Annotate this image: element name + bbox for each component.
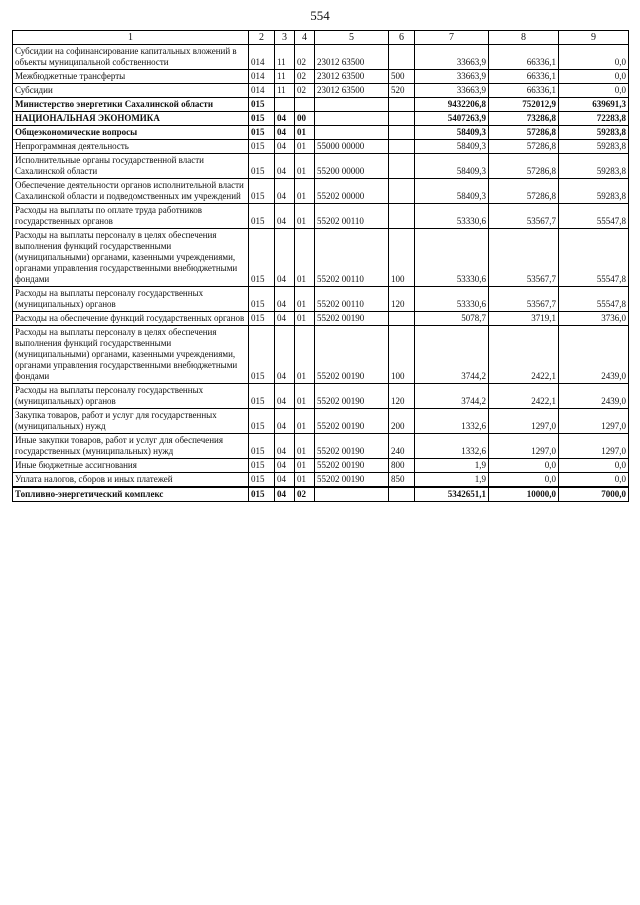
row-code-target: 23012 63500 bbox=[315, 45, 389, 70]
row-name: Общеэкономические вопросы bbox=[13, 126, 249, 140]
row-code-section: 04 bbox=[275, 112, 295, 126]
row-code-expense-type bbox=[389, 487, 415, 502]
row-code-target: 55202 00000 bbox=[315, 179, 389, 204]
row-amount-col8: 3719,1 bbox=[489, 312, 559, 326]
row-amount-col8: 53567,7 bbox=[489, 287, 559, 312]
column-header: 4 bbox=[295, 31, 315, 45]
row-code-target: 55202 00190 bbox=[315, 326, 389, 384]
row-code-expense-type: 800 bbox=[389, 459, 415, 473]
row-code-expense-type bbox=[389, 45, 415, 70]
table-row bbox=[13, 70, 629, 84]
table-row bbox=[13, 45, 629, 70]
row-code-subsection: 01 bbox=[295, 204, 315, 229]
row-amount-col9: 0,0 bbox=[559, 459, 629, 473]
row-name: НАЦИОНАЛЬНАЯ ЭКОНОМИКА bbox=[13, 112, 249, 126]
row-code-ministry: 015 bbox=[249, 112, 275, 126]
table-row bbox=[13, 459, 629, 473]
row-amount-col8: 2422,1 bbox=[489, 326, 559, 384]
row-code-section: 04 bbox=[275, 229, 295, 287]
row-amount-col7: 1332,6 bbox=[415, 409, 489, 434]
row-code-section: 04 bbox=[275, 287, 295, 312]
row-code-target: 23012 63500 bbox=[315, 70, 389, 84]
row-code-ministry: 015 bbox=[249, 140, 275, 154]
row-code-ministry: 015 bbox=[249, 473, 275, 488]
row-code-section: 04 bbox=[275, 326, 295, 384]
row-code-section: 04 bbox=[275, 409, 295, 434]
row-code-subsection: 01 bbox=[295, 154, 315, 179]
column-header: 6 bbox=[389, 31, 415, 45]
row-code-subsection: 01 bbox=[295, 409, 315, 434]
row-code-expense-type: 500 bbox=[389, 70, 415, 84]
row-code-subsection: 02 bbox=[295, 487, 315, 502]
row-code-ministry: 015 bbox=[249, 326, 275, 384]
row-amount-col7: 5342651,1 bbox=[415, 487, 489, 502]
row-amount-col7: 3744,2 bbox=[415, 326, 489, 384]
table-row bbox=[13, 384, 629, 409]
row-code-expense-type: 100 bbox=[389, 229, 415, 287]
row-code-expense-type bbox=[389, 179, 415, 204]
row-code-section: 11 bbox=[275, 45, 295, 70]
row-code-target: 55202 00190 bbox=[315, 473, 389, 488]
row-code-subsection bbox=[295, 98, 315, 112]
row-code-target: 23012 63500 bbox=[315, 84, 389, 98]
row-amount-col7: 53330,6 bbox=[415, 229, 489, 287]
column-header: 1 bbox=[13, 31, 249, 45]
row-code-section bbox=[275, 98, 295, 112]
table-row bbox=[13, 98, 629, 112]
row-amount-col8: 2422,1 bbox=[489, 384, 559, 409]
row-amount-col9: 0,0 bbox=[559, 84, 629, 98]
row-code-ministry: 015 bbox=[249, 434, 275, 459]
row-name: Обеспечение деятельности органов исполнительной власти Сахалинской области и подведомственных им учреждений bbox=[13, 179, 249, 204]
row-code-expense-type: 200 bbox=[389, 409, 415, 434]
row-name: Расходы на выплаты персоналу в целях обеспечения выполнения функций государственными (муниципальными) органами, казенными учреждениями, органами управления государственными внебюджетными фондами bbox=[13, 326, 249, 384]
table-row bbox=[13, 204, 629, 229]
row-code-subsection: 01 bbox=[295, 384, 315, 409]
row-amount-col8: 53567,7 bbox=[489, 229, 559, 287]
row-code-ministry: 014 bbox=[249, 70, 275, 84]
row-code-ministry: 015 bbox=[249, 204, 275, 229]
table-row bbox=[13, 154, 629, 179]
row-amount-col8: 53567,7 bbox=[489, 204, 559, 229]
row-amount-col9: 0,0 bbox=[559, 70, 629, 84]
row-amount-col7: 58409,3 bbox=[415, 126, 489, 140]
row-amount-col8: 0,0 bbox=[489, 459, 559, 473]
row-code-subsection: 01 bbox=[295, 229, 315, 287]
budget-table bbox=[12, 30, 629, 502]
table-row bbox=[13, 84, 629, 98]
row-name: Топливно-энергетический комплекс bbox=[13, 487, 249, 502]
row-code-target: 55202 00190 bbox=[315, 384, 389, 409]
row-amount-col8: 66336,1 bbox=[489, 84, 559, 98]
row-amount-col9: 7000,0 bbox=[559, 487, 629, 502]
row-code-expense-type bbox=[389, 140, 415, 154]
row-code-section: 04 bbox=[275, 384, 295, 409]
column-header: 5 bbox=[315, 31, 389, 45]
row-amount-col9: 59283,8 bbox=[559, 179, 629, 204]
row-name: Расходы на выплаты персоналу государственных (муниципальных) органов bbox=[13, 287, 249, 312]
column-header: 7 bbox=[415, 31, 489, 45]
row-name: Министерство энергетики Сахалинской области bbox=[13, 98, 249, 112]
row-amount-col9: 639691,3 bbox=[559, 98, 629, 112]
table-row bbox=[13, 326, 629, 384]
row-amount-col9: 55547,8 bbox=[559, 204, 629, 229]
row-amount-col9: 59283,8 bbox=[559, 154, 629, 179]
row-code-subsection: 01 bbox=[295, 473, 315, 488]
row-code-subsection: 01 bbox=[295, 326, 315, 384]
row-code-section: 04 bbox=[275, 459, 295, 473]
row-amount-col8: 57286,8 bbox=[489, 140, 559, 154]
row-amount-col7: 58409,3 bbox=[415, 179, 489, 204]
row-code-target bbox=[315, 126, 389, 140]
row-amount-col7: 3744,2 bbox=[415, 384, 489, 409]
row-amount-col7: 58409,3 bbox=[415, 140, 489, 154]
row-code-ministry: 015 bbox=[249, 229, 275, 287]
row-amount-col7: 33663,9 bbox=[415, 70, 489, 84]
row-code-expense-type: 120 bbox=[389, 384, 415, 409]
row-code-target: 55200 00000 bbox=[315, 154, 389, 179]
row-code-section: 04 bbox=[275, 487, 295, 502]
table-row bbox=[13, 229, 629, 287]
row-name: Расходы на выплаты персоналу государственных (муниципальных) органов bbox=[13, 384, 249, 409]
row-code-expense-type bbox=[389, 312, 415, 326]
row-amount-col9: 0,0 bbox=[559, 473, 629, 488]
column-header: 3 bbox=[275, 31, 295, 45]
row-name: Уплата налогов, сборов и иных платежей bbox=[13, 473, 249, 488]
row-code-ministry: 015 bbox=[249, 287, 275, 312]
table-row bbox=[13, 312, 629, 326]
row-amount-col7: 9432206,8 bbox=[415, 98, 489, 112]
row-amount-col8: 10000,0 bbox=[489, 487, 559, 502]
row-name: Непрограммная деятельность bbox=[13, 140, 249, 154]
row-amount-col9: 3736,0 bbox=[559, 312, 629, 326]
column-header: 9 bbox=[559, 31, 629, 45]
row-code-expense-type: 520 bbox=[389, 84, 415, 98]
row-code-expense-type bbox=[389, 112, 415, 126]
row-code-ministry: 015 bbox=[249, 126, 275, 140]
row-amount-col9: 55547,8 bbox=[559, 229, 629, 287]
row-name: Расходы на выплаты персоналу в целях обеспечения выполнения функций государственными (муниципальными) органами, казенными учреждениями, органами управления государственными внебюджетными фондами bbox=[13, 229, 249, 287]
row-amount-col8: 1297,0 bbox=[489, 434, 559, 459]
row-code-ministry: 014 bbox=[249, 45, 275, 70]
table-row bbox=[13, 179, 629, 204]
row-code-subsection: 01 bbox=[295, 459, 315, 473]
row-amount-col9: 59283,8 bbox=[559, 126, 629, 140]
row-amount-col8: 1297,0 bbox=[489, 409, 559, 434]
row-code-target: 55000 00000 bbox=[315, 140, 389, 154]
row-code-target: 55202 00110 bbox=[315, 287, 389, 312]
row-amount-col9: 1297,0 bbox=[559, 434, 629, 459]
row-code-ministry: 015 bbox=[249, 409, 275, 434]
row-code-subsection: 01 bbox=[295, 140, 315, 154]
table-row bbox=[13, 473, 629, 488]
table-row bbox=[13, 140, 629, 154]
row-code-target: 55202 00110 bbox=[315, 229, 389, 287]
row-code-expense-type bbox=[389, 126, 415, 140]
row-amount-col8: 57286,8 bbox=[489, 179, 559, 204]
row-amount-col9: 1297,0 bbox=[559, 409, 629, 434]
table-row bbox=[13, 126, 629, 140]
row-code-target: 55202 00190 bbox=[315, 434, 389, 459]
row-code-ministry: 015 bbox=[249, 459, 275, 473]
row-amount-col8: 752012,9 bbox=[489, 98, 559, 112]
row-amount-col8: 0,0 bbox=[489, 473, 559, 488]
row-name: Иные бюджетные ассигнования bbox=[13, 459, 249, 473]
row-code-subsection: 01 bbox=[295, 312, 315, 326]
row-code-expense-type: 120 bbox=[389, 287, 415, 312]
row-name: Расходы на обеспечение функций государственных органов bbox=[13, 312, 249, 326]
row-amount-col8: 73286,8 bbox=[489, 112, 559, 126]
row-code-ministry: 015 bbox=[249, 487, 275, 502]
column-header: 2 bbox=[249, 31, 275, 45]
row-amount-col7: 33663,9 bbox=[415, 45, 489, 70]
row-amount-col7: 58409,3 bbox=[415, 154, 489, 179]
table-row bbox=[13, 409, 629, 434]
row-code-expense-type bbox=[389, 154, 415, 179]
table-body bbox=[13, 45, 629, 502]
table-row bbox=[13, 434, 629, 459]
header-row bbox=[13, 31, 629, 45]
row-amount-col7: 1332,6 bbox=[415, 434, 489, 459]
row-code-expense-type: 850 bbox=[389, 473, 415, 488]
row-amount-col9: 0,0 bbox=[559, 45, 629, 70]
row-code-target bbox=[315, 98, 389, 112]
row-code-target: 55202 00190 bbox=[315, 409, 389, 434]
row-code-expense-type: 240 bbox=[389, 434, 415, 459]
column-header: 8 bbox=[489, 31, 559, 45]
row-name: Субсидии bbox=[13, 84, 249, 98]
row-name: Исполнительные органы государственной власти Сахалинской области bbox=[13, 154, 249, 179]
row-name: Расходы на выплаты по оплате труда работников государственных органов bbox=[13, 204, 249, 229]
row-code-subsection: 01 bbox=[295, 126, 315, 140]
row-code-section: 04 bbox=[275, 312, 295, 326]
row-amount-col7: 53330,6 bbox=[415, 287, 489, 312]
row-code-subsection: 00 bbox=[295, 112, 315, 126]
row-name: Иные закупки товаров, работ и услуг для обеспечения государственных (муниципальных) нужд bbox=[13, 434, 249, 459]
row-code-section: 04 bbox=[275, 473, 295, 488]
row-code-target: 55202 00190 bbox=[315, 312, 389, 326]
page-number: 554 bbox=[310, 8, 330, 23]
row-code-expense-type: 100 bbox=[389, 326, 415, 384]
row-amount-col7: 5407263,9 bbox=[415, 112, 489, 126]
row-code-ministry: 015 bbox=[249, 154, 275, 179]
row-code-subsection: 01 bbox=[295, 179, 315, 204]
row-code-target bbox=[315, 112, 389, 126]
row-amount-col9: 2439,0 bbox=[559, 384, 629, 409]
row-name: Межбюджетные трансферты bbox=[13, 70, 249, 84]
row-code-target bbox=[315, 487, 389, 502]
row-amount-col8: 57286,8 bbox=[489, 126, 559, 140]
row-name: Закупка товаров, работ и услуг для государственных (муниципальных) нужд bbox=[13, 409, 249, 434]
row-amount-col8: 66336,1 bbox=[489, 45, 559, 70]
row-code-subsection: 02 bbox=[295, 84, 315, 98]
row-code-target: 55202 00190 bbox=[315, 459, 389, 473]
row-code-ministry: 015 bbox=[249, 98, 275, 112]
row-code-ministry: 014 bbox=[249, 84, 275, 98]
row-code-section: 04 bbox=[275, 126, 295, 140]
row-name: Субсидии на софинансирование капитальных вложений в объекты муниципальной собственности bbox=[13, 45, 249, 70]
row-code-section: 04 bbox=[275, 204, 295, 229]
row-amount-col7: 33663,9 bbox=[415, 84, 489, 98]
row-code-section: 04 bbox=[275, 154, 295, 179]
row-code-subsection: 02 bbox=[295, 45, 315, 70]
row-code-subsection: 01 bbox=[295, 287, 315, 312]
row-amount-col7: 5078,7 bbox=[415, 312, 489, 326]
row-amount-col9: 55547,8 bbox=[559, 287, 629, 312]
table-row bbox=[13, 112, 629, 126]
row-amount-col9: 72283,8 bbox=[559, 112, 629, 126]
row-code-section: 04 bbox=[275, 434, 295, 459]
row-amount-col7: 53330,6 bbox=[415, 204, 489, 229]
row-amount-col9: 59283,8 bbox=[559, 140, 629, 154]
row-code-ministry: 015 bbox=[249, 179, 275, 204]
row-code-section: 04 bbox=[275, 179, 295, 204]
row-amount-col9: 2439,0 bbox=[559, 326, 629, 384]
row-code-section: 04 bbox=[275, 140, 295, 154]
row-code-subsection: 01 bbox=[295, 434, 315, 459]
row-code-subsection: 02 bbox=[295, 70, 315, 84]
table-row bbox=[13, 287, 629, 312]
row-code-target: 55202 00110 bbox=[315, 204, 389, 229]
row-code-section: 11 bbox=[275, 70, 295, 84]
row-code-section: 11 bbox=[275, 84, 295, 98]
row-code-ministry: 015 bbox=[249, 312, 275, 326]
row-code-expense-type bbox=[389, 204, 415, 229]
row-amount-col8: 66336,1 bbox=[489, 70, 559, 84]
row-code-expense-type bbox=[389, 98, 415, 112]
row-amount-col8: 57286,8 bbox=[489, 154, 559, 179]
row-code-ministry: 015 bbox=[249, 384, 275, 409]
row-amount-col7: 1,9 bbox=[415, 459, 489, 473]
row-amount-col7: 1,9 bbox=[415, 473, 489, 488]
table-row bbox=[13, 487, 629, 502]
